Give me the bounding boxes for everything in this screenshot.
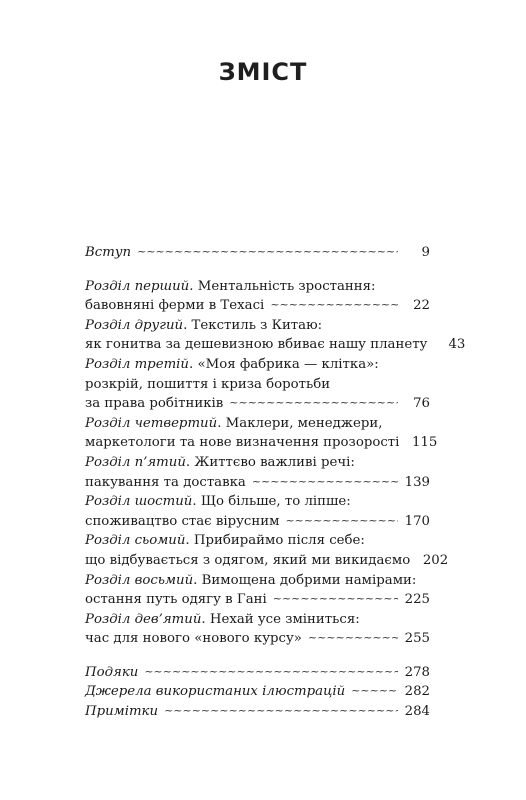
toc-entry-chapter-6[interactable]: Розділ шостий. Що більше, то ліпше: споживацтво стає вірусним ~~~~~ 170 <box>85 492 430 531</box>
chapter-label: Розділ перший <box>85 278 190 294</box>
toc-entry-chapter-7[interactable]: Розділ сьомий. Прибираймо після себе: що відбувається з одягом, який ми викидаємо 202 <box>85 531 430 570</box>
leader-dots <box>252 472 398 492</box>
chapter-title-line: Вимощена добрими намірами: <box>201 572 417 588</box>
chapter-label: Розділ четвертий <box>85 415 218 431</box>
page-number: 284 <box>404 704 430 720</box>
leader-dots <box>285 511 398 531</box>
leader-dots <box>351 681 398 701</box>
chapter-title-line: маркетологи та нове визначення прозорості <box>85 435 400 451</box>
toc-entry-chapter-4[interactable]: Розділ четвертий. Маклери, менеджери, маркетологи та нове визначення прозорості 115 <box>85 414 430 453</box>
chapter-title-line: як гонитва за дешевизною вбиває нашу планету <box>85 337 428 353</box>
leader-dots <box>229 393 398 413</box>
chapter-title-line: Життєво важливі речі: <box>194 454 355 470</box>
chapter-title-line: Нехай усе зміниться: <box>209 611 360 627</box>
chapter-title-line: бавовняні ферми в Техасі <box>85 298 265 314</box>
chapter-label: Розділ другий <box>85 317 184 333</box>
chapter-title-line: пакування та доставка <box>85 474 246 490</box>
toc-entry-image-credits[interactable] <box>85 682 430 702</box>
toc-entry-chapter-2[interactable]: Розділ другий. Текстиль з Китаю: як гонитва за дешевизною вбиває нашу планету 43 <box>85 316 430 355</box>
chapter-title-line: Що більше, то ліпше: <box>200 494 351 510</box>
page-number: 255 <box>404 631 430 647</box>
toc-entry-notes[interactable] <box>85 702 430 722</box>
page-number: 43 <box>448 337 466 353</box>
toc-entry-chapter-5[interactable]: Розділ п’ятий. Життєво важливі речі: пакування та доставка ~~~~~ 139 <box>85 453 430 492</box>
leader-dots <box>144 662 398 682</box>
chapter-title-line: споживацтво стає вірусним <box>85 513 280 529</box>
chapter-label: Розділ восьмий <box>85 572 194 588</box>
toc-entry-acknowledgements[interactable] <box>85 663 430 683</box>
chapter-title-line: Маклери, менеджери, <box>225 415 383 431</box>
toc-entry-label: Джерела використаних ілюстрацій <box>85 684 346 700</box>
page-number: 202 <box>422 552 449 568</box>
toc-entry-label: Вступ <box>85 245 132 260</box>
toc-entry-chapter-1[interactable]: Розділ перший. Ментальність зростання: бавовняні ферми в Техасі ~~~~~ 22 <box>85 277 430 316</box>
leader-dots <box>164 701 398 721</box>
leader-dots <box>308 628 398 648</box>
page-number: 115 <box>412 435 438 451</box>
page-title: ЗМІСТ <box>218 58 308 86</box>
page-number: 76 <box>413 396 430 412</box>
chapter-label: Розділ дев’ятий <box>85 611 202 627</box>
toc-entry-label: Примітки <box>85 704 159 720</box>
toc-entry-chapter-3[interactable]: Розділ третій. «Моя фабрика — клітка»: розкрій, пошиття і криза боротьби за права робітників ~~~~~ 76 <box>85 355 430 414</box>
chapter-title-line: Прибираймо після себе: <box>193 533 365 549</box>
chapter-title-line: Ментальність зростання: <box>197 278 376 294</box>
chapter-label: Розділ третій <box>85 356 189 372</box>
page-number: 278 <box>404 664 430 680</box>
toc-entry-label: Подяки <box>85 664 139 680</box>
chapter-title-line: за права робітників <box>85 396 224 412</box>
chapter-label: Розділ шостий <box>85 494 193 510</box>
chapter-title-line: остання путь одягу в Гані <box>85 592 267 608</box>
table-of-contents <box>85 243 466 722</box>
leader-dots <box>273 589 398 609</box>
page-number: 139 <box>404 474 430 490</box>
page-number: 22 <box>413 298 430 314</box>
chapter-title-line: Текстиль з Китаю: <box>191 317 323 333</box>
chapter-title-line: «Моя фабрика — клітка»: <box>197 356 379 372</box>
page-number: 225 <box>404 592 430 608</box>
chapter-title-line: розкрій, пошиття і криза боротьби <box>85 376 331 392</box>
chapter-label: Розділ сьомий <box>85 533 186 549</box>
leader-dots <box>137 242 398 262</box>
page-number: 170 <box>404 513 430 529</box>
toc-entry-intro[interactable] <box>85 243 430 263</box>
toc-entry-chapter-9[interactable]: Розділ дев’ятий. Нехай усе зміниться: час для нового «нового курсу» ~~~~~ 255 <box>85 610 430 649</box>
page-number: 282 <box>404 684 430 700</box>
chapter-label: Розділ п’ятий <box>85 454 186 470</box>
leader-dots <box>270 295 398 315</box>
page-number: 9 <box>421 245 430 260</box>
chapter-title-line: що відбувається з одягом, який ми викидаємо <box>85 552 411 568</box>
chapter-title-line: час для нового «нового курсу» <box>85 631 302 647</box>
toc-entry-chapter-8[interactable]: Розділ восьмий. Вимощена добрими намірами: остання путь одягу в Гані ~~~~~ 225 <box>85 571 430 610</box>
